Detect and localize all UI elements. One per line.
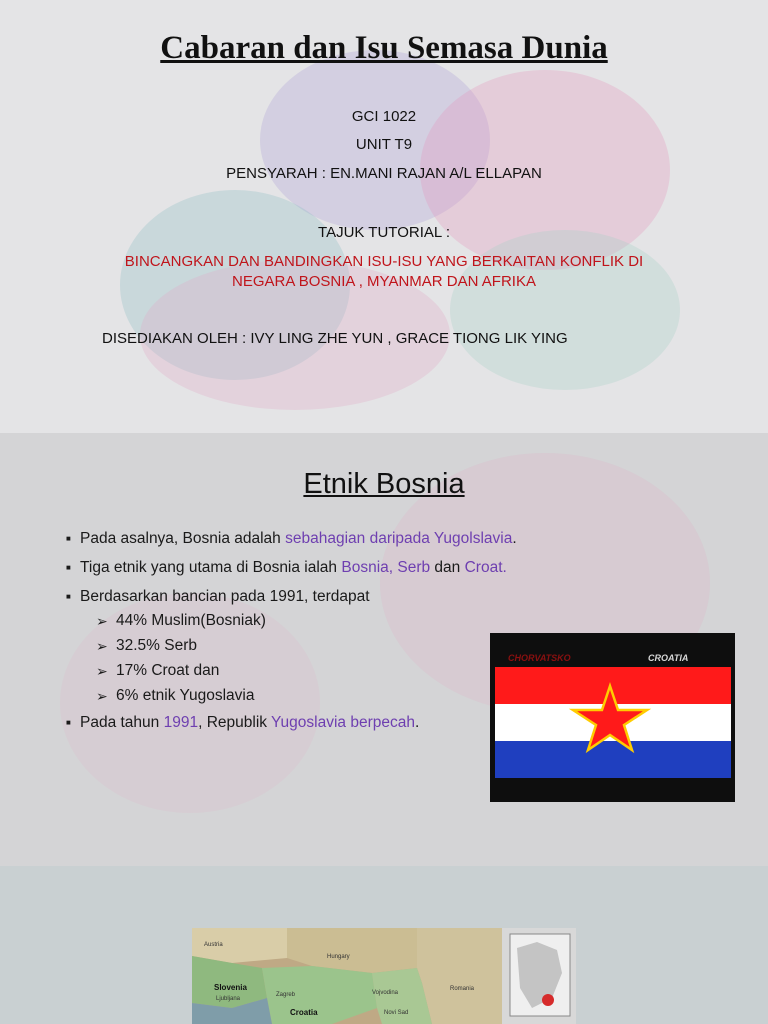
sub-list-item: ➢ 6% etnik Yugoslavia [96,686,266,711]
map-label-slovenia: Slovenia [214,983,247,992]
croatia-flag-image [490,633,735,802]
bullet-list-2 [66,712,419,741]
sub-list-item: ➢ 17% Croat dan [96,661,266,686]
unit-label: UNIT T9 [355,136,413,153]
sub-list-item: ➢ 44% Muslim(Bosniak) [96,611,266,636]
slide1-title: Cabaran dan Isu Semasa Dunia [160,30,608,66]
list-item: ■ Pada asalnya, Bosnia adalah sebahagian daripada Yugolslavia. [66,528,517,557]
map-label-hungary: Hungary [327,954,350,960]
list-item: ■ Pada tahun 1991, Republik Yugoslavia berpecah. [66,712,419,741]
map-label-novi-sad: Novi Sad [384,1010,409,1016]
title-slide [0,0,768,433]
slide2-title: Etnik Bosnia [303,468,465,500]
topic-line-1: BINCANGKAN DAN BANDINGKAN ISU-ISU YANG BERKAITAN KONFLIK DI [124,253,644,270]
map-label-romania: Romania [450,986,475,992]
bullet-list [66,528,517,615]
prepared-by: DISEDIAKAN OLEH : IVY LING ZHE YUN , GRACE TIONG LIK YING [102,330,568,347]
map-label-croatia: Croatia [290,1008,318,1017]
topic-line-2: NEGARA BOSNIA , MYANMAR DAN AFRIKA [232,273,536,290]
flag-graphic [490,633,735,802]
map-label-zagreb: Zagreb [276,992,296,998]
topic-heading: TAJUK TUTORIAL : [318,224,450,241]
map-label-ljubljana: Ljubljana [216,996,241,1002]
list-item: ■ Berdasarkan bancian pada 1991, terdapat [66,586,517,615]
flag-caption-left: CHORVATSKO [508,653,571,663]
sub-list-item: ➢ 32.5% Serb [96,636,266,661]
map-label-austria: Austria [204,942,223,948]
census-sublist [96,611,266,711]
list-item: ■ Tiga etnik yang utama di Bosnia ialah Bosnia, Serb dan Croat. [66,557,517,586]
flag-caption-right: CROATIA [648,653,689,663]
course-code: GCI 1022 [351,108,417,125]
lecturer-label: PENSYARAH : EN.MANI RAJAN A/L ELLAPAN [226,165,542,182]
map-label-vojvodina: Vojvodina [372,990,399,996]
balkans-map-image [192,928,576,1024]
